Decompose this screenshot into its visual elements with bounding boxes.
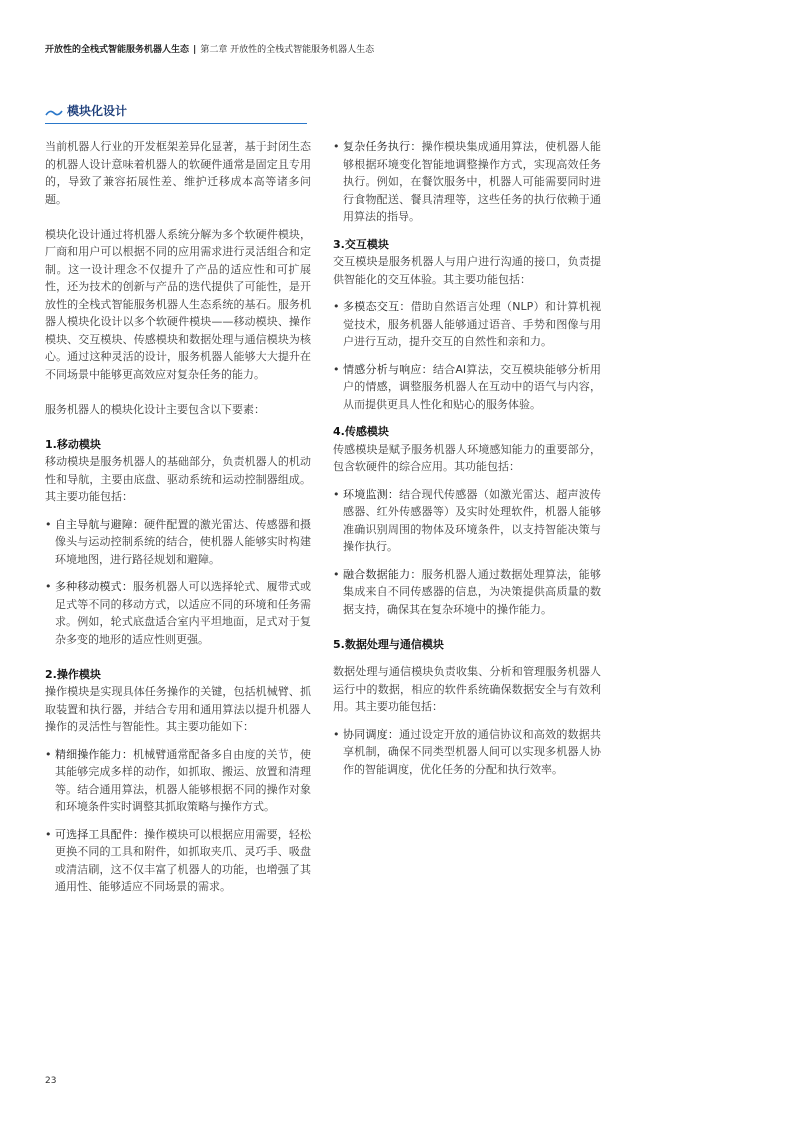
list-item	[45, 578, 311, 648]
section-title: 模块化设计	[67, 104, 128, 118]
left-column	[45, 138, 311, 896]
module-2-description: 操作模块是实现具体任务操作的关键，包括机械臂、抓取装置和执行器，并结合专用和通用算法以提升机器人操作的灵活性与智能性。其主要功能如下：	[45, 685, 311, 733]
module-3-title: 3.交互模块	[333, 237, 389, 251]
bullet-text: 结合现代传感器（如激光雷达、超声波传感器、红外传感器等）及实时处理软件，机器人能够准确识别周围的物体及环境条件，以支持智能决策与操作执行。	[343, 487, 602, 553]
module-5-title: 5.数据处理与通信模块	[333, 637, 444, 651]
module-5-description: 数据处理与通信模块负责收集、分析和管理服务机器人运行中的数据，相应的软件系统确保数据安全与有效利用。其主要功能包括：	[333, 665, 601, 713]
module-3-description: 交互模块是服务机器人与用户进行沟通的接口，负责提供智能化的交互体验。其主要功能包括：	[333, 255, 601, 286]
bullet-text: 服务机器人通过数据处理算法，能够集成来自不同传感器的信息，为决策提供高质量的数据支持，确保其在复杂环境中的操作能力。	[343, 567, 602, 616]
list-item	[333, 566, 601, 619]
bullet-term: 融合数据能力：	[343, 567, 422, 581]
bullet-text: 操作模块集成通用算法，使机器人能够根据环境变化智能地调整操作方式，实现高效任务执行。例如，在餐饮服务中，机器人可能需要同时进行食物配送、餐具清理等，这些任务的执行依赖于通用算法的指导。	[343, 140, 602, 223]
running-header	[45, 44, 374, 56]
bullet-term: 多模态交互：	[343, 300, 411, 313]
module-4-title: 4.传感模块	[333, 425, 389, 438]
module-1-title: 1.移动模块	[45, 437, 101, 451]
list-item	[333, 298, 601, 351]
chapter-title: 第二章 开放性的全栈式智能服务机器人生态	[200, 45, 375, 55]
list-item	[45, 826, 311, 896]
list-item	[333, 138, 601, 226]
intro-paragraph-1: 当前机器人行业的开发框架差异化显著，基于封闭生态的机器人设计意味着机器人的软硬件通常是固定且专用的，导致了兼容拓展性差、维护迁移成本高等诸多问题。	[45, 140, 311, 206]
wave-decoration-icon	[45, 109, 63, 117]
bullet-text: 借助自然语言处理（NLP）和计算机视觉技术，服务机器人能够通过语音、手势和图像与用户进行互动，提升交互的自然性和亲和力。	[343, 300, 601, 348]
book-title: 开放性的全栈式智能服务机器人生态	[45, 45, 190, 55]
bullet-text: 服务机器人可以选择轮式、履带式或足式等不同的移动方式，以适应不同的环境和任务需求。例如，轮式底盘适合室内平坦地面，足式对于复杂多变的地形的适应性则更强。	[55, 580, 312, 646]
list-item	[45, 516, 311, 569]
intro-paragraph-2: 模块化设计通过将机器人系统分解为多个软硬件模块，厂商和用户可以根据不同的应用需求进行灵活组合和定制。这一设计理念不仅提升了产品的适应性和可扩展性，还为技术的创新与产品的迭代提供了可能性，是开放性的全栈式智能服务机器人生态系统的基石。服务机器人模块化设计以多个软硬件模块——移动模块、操作模块、交互模块、传感模块和数据处理与通信模块为核心。通过这种灵活的设计，服务机器人能够大大提升在不同场景中能够更高效应对复杂任务的能力。	[45, 227, 311, 381]
bullet-term: 可选择工具配件：	[55, 827, 145, 841]
module-2-title: 2.操作模块	[45, 667, 101, 681]
bullet-term: 多种移动模式：	[55, 580, 133, 593]
bullet-term: 复杂任务执行：	[343, 140, 422, 153]
bullet-text: 机械臂通常配备多自由度的关节，使其能够完成多样的动作，如抓取、搬运、放置和清理等。结合通用算法，机器人能够根据不同的操作对象和环境条件实时调整其抓取策略与操作方式。	[55, 747, 312, 813]
module-4-description: 传感模块是赋予服务机器人环境感知能力的重要部分，包含软硬件的综合应用。其功能包括：	[333, 442, 601, 473]
bullet-text: 硬件配置的激光雷达、传感器和摄像头与运动控制系统的结合，使机器人能够实时构建环境地图，进行路径规划和避障。	[55, 517, 312, 566]
intro-paragraph-3: 服务机器人的模块化设计主要包含以下要素：	[45, 402, 265, 416]
bullet-term: 自主导航与避障：	[55, 517, 145, 531]
right-column	[333, 138, 601, 778]
list-item	[333, 726, 601, 779]
header-separator: |	[193, 45, 197, 55]
bullet-term: 精细操作能力：	[55, 747, 133, 761]
list-item	[333, 361, 601, 414]
bullet-term: 情感分析与响应：	[343, 362, 433, 376]
bullet-text: 通过设定开放的通信协议和高效的数据共享机制，确保不同类型机器人间可以实现多机器人协作的智能调度，优化任务的分配和执行效率。	[343, 727, 602, 776]
bullet-term: 环境监测：	[343, 487, 400, 501]
bullet-term: 协同调度：	[343, 727, 400, 741]
list-item	[45, 746, 311, 816]
module-1-description: 移动模块是服务机器人的基础部分，负责机器人的机动性和导航，主要由底盘、驱动系统和运动控制器组成。其主要功能包括：	[45, 455, 311, 503]
list-item	[333, 486, 601, 556]
section-underline	[45, 123, 307, 124]
bullet-text: 操作模块可以根据应用需要，轻松更换不同的工具和附件，如抓取夹爪、灵巧手、吸盘或清洁刷，这不仅丰富了机器人的功能，也增强了其通用性、能够适应不同场景的需求。	[55, 827, 312, 893]
bullet-text: 结合AI算法，交互模块能够分析用户的情感，调整服务机器人在互动中的语气与内容，从而提供更具人性化和贴心的服务体验。	[343, 362, 601, 411]
page-number: 23	[45, 1076, 57, 1086]
